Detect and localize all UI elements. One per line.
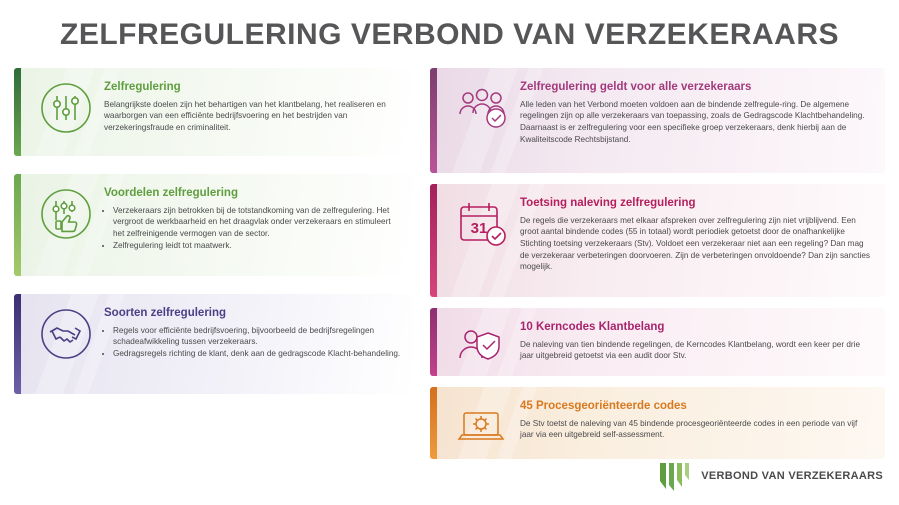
footer-logo — [658, 461, 883, 491]
card-geldt-voor-alle-verzekeraars — [430, 68, 885, 173]
card-accent-bar — [430, 184, 437, 297]
card-bullets — [104, 205, 402, 252]
card-heading: 10 Kerncodes Klantbelang — [520, 321, 665, 333]
person-shield-check-icon — [450, 319, 514, 376]
sliders-icon — [34, 79, 98, 137]
card-procesgeorienteerde-codes — [430, 387, 885, 459]
card-heading: Zelfregulering — [104, 81, 181, 93]
people-check-icon — [450, 79, 514, 137]
list-item: • Regels voor efficiënte bedrijfsvoering, bijvoorbeeld de bedrijfsregelingen schadeafwikkeling tussen verzekeraars. — [113, 325, 402, 348]
calendar-check-icon — [450, 195, 514, 253]
card-body — [104, 305, 402, 360]
card-toetsing-naleving — [430, 184, 885, 297]
verbond-logo-text: VERBOND VAN VERZEKERAARS — [701, 470, 883, 482]
card-body — [520, 79, 873, 145]
card-bullets — [104, 325, 402, 360]
card-text: De regels die verzekeraars met elkaar afspreken over zelfregulering zijn niet vrijblijvend. Een groot aantal bindende codes (55 in totaal) wordt periodiek getoetst door de onafhankelijke Stichting toetsing verzekeraars (Stv). Voldoet een verzekeraar niet aan een regeling? Dan mag de verzekeraar verbeteringen doorvoeren. Zijn de verbeteringen onvoldoende? Dan zijn sancties mogelijk. — [520, 215, 871, 272]
list-item: • Verzekeraars zijn betrokken bij de totstandkoming van de zelfregulering. Het vergroot de werkbaarheid en het draagvlak onder verzekeraars en stimuleert het zelfreinigende vermogen van de sector. — [113, 205, 402, 240]
card-heading: Toetsing naleving zelfregulering — [520, 197, 696, 209]
card-accent-bar — [430, 68, 437, 173]
card-text: De naleving van tien bindende regelingen, de Kerncodes Klantbelang, wordt een keer per drie jaar uitgebreid getoetst via een audit door Stv. — [520, 339, 861, 361]
left-column — [14, 68, 414, 459]
verbond-logo-mark — [658, 461, 692, 491]
right-column — [430, 68, 885, 459]
card-kerncodes-klantbelang — [430, 308, 885, 376]
card-text: De Stv toetst de naleving van 45 bindende procesgeoriënteerde codes in een periode van vijf jaar via een uitgebreid self-assessment. — [520, 418, 858, 440]
content-columns — [14, 68, 885, 459]
thumbs-up-sliders-icon — [34, 185, 98, 243]
handshake-icon — [34, 305, 98, 363]
card-heading: 45 Procesgeoriënteerde codes — [520, 400, 687, 412]
list-item: • Gedragsregels richting de klant, denk aan de gedragscode Klacht-behandeling. — [113, 348, 402, 360]
card-body — [520, 319, 873, 362]
card-body — [104, 185, 402, 251]
card-accent-bar — [14, 294, 21, 394]
card-accent-bar — [14, 174, 21, 276]
card-heading: Soorten zelfregulering — [104, 307, 227, 319]
card-body — [104, 79, 402, 134]
card-body — [520, 398, 873, 441]
list-item: • Zelfregulering leidt tot maatwerk. — [113, 240, 402, 252]
card-accent-bar — [14, 68, 21, 156]
page-title: ZELFREGULERING VERBOND VAN VERZEKERAARS — [60, 18, 839, 51]
card-text: Belangrijkste doelen zijn het behartigen van het klantbelang, het realiseren en waarborgen van een efficiënte bedrijfsvoering en het bestrijden van verzekeringsfraude en criminaliteit. — [104, 99, 386, 133]
card-accent-bar — [430, 308, 437, 376]
card-heading: Voordelen zelfregulering — [104, 187, 238, 199]
calendar-day-number: 31 — [470, 220, 488, 237]
card-body — [520, 195, 873, 273]
card-zelfregulering — [14, 68, 414, 156]
card-voordelen-zelfregulering — [14, 174, 414, 276]
card-accent-bar — [430, 387, 437, 459]
card-heading: Zelfregulering geldt voor alle verzekeraars — [520, 81, 752, 93]
card-soorten-zelfregulering — [14, 294, 414, 394]
laptop-gear-icon — [450, 398, 514, 456]
card-text: Alle leden van het Verbond moeten voldoen aan de bindende zelfregule-ring. De algemene regelingen zijn op alle verzekeraars van toepassing, zoals de Gedragscode Klachtbehandeling. Daarnaast is er zelfregulering voor een specifieke groep verzekeraars, denk hierbij aan de Kwaliteitscode Rechtsbijstand. — [520, 99, 865, 144]
